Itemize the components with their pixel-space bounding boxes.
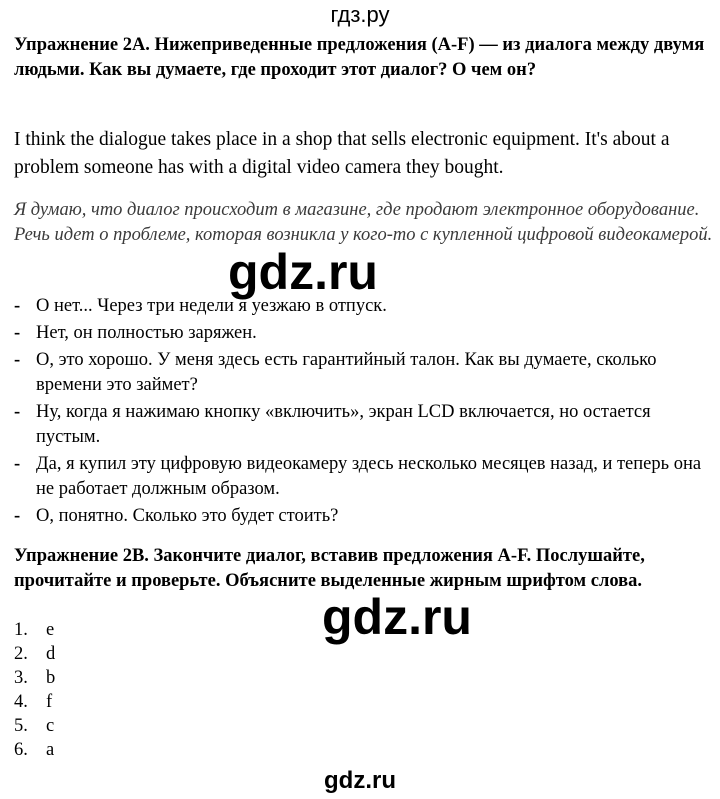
- answer-letter: d: [46, 644, 56, 664]
- answer-item: [14, 738, 55, 762]
- answer-english: I think the dialogue takes place in a shop that sells electronic equipment. It's about a problem someone has with a digital video camera they bought.: [14, 129, 670, 178]
- site-title: гдз.ру: [330, 2, 390, 27]
- bullet-dash: -: [14, 350, 21, 370]
- answer-letter: e: [46, 620, 55, 640]
- dialogue-line-text: Да, я купил эту цифровую видеокамеру здесь несколько месяцев назад, и теперь она не работает должным образом.: [36, 454, 702, 499]
- footer-watermark-gdz: gdz.ru: [324, 767, 396, 794]
- answer-letter: f: [46, 692, 53, 712]
- dialogue-line-text: О, понятно. Сколько это будет стоить?: [36, 506, 339, 526]
- exercise-2a-heading: Упражнение 2А. Нижеприведенные предложения (A-F) — из диалога между двумя людьми. Как вы думаете, где проходит этот диалог? О чем он?: [14, 35, 705, 80]
- answer-item: [14, 714, 55, 738]
- dialogue-line-text: Ну, когда я нажимаю кнопку «включить», экран LCD включается, но остается пустым.: [36, 402, 651, 447]
- answer-key-list: [14, 618, 55, 762]
- bullet-dash: -: [14, 323, 21, 343]
- answer-russian-translation: Я думаю, что диалог происходит в магазине, где продают электронное оборудование. Речь идет о проблеме, которая возникла у кого-то с купленной цифровой видеокамерой.: [14, 200, 713, 245]
- bullet-dash: -: [14, 506, 21, 526]
- answer-letter: c: [46, 716, 55, 736]
- watermark-gdz: gdz.ru: [322, 589, 472, 645]
- dialogue-line: [14, 294, 714, 319]
- answer-item: [14, 690, 55, 714]
- dialogue-line-text: О нет... Через три недели я уезжаю в отпуск.: [36, 296, 387, 316]
- bullet-dash: -: [14, 296, 21, 316]
- exercise-2b-heading: Упражнение 2В. Закончите диалог, вставив предложения A-F. Послушайте, прочитайте и проверьте. Объясните выделенные жирным шрифтом слова.: [14, 546, 645, 591]
- answer-number: 6.: [14, 740, 28, 760]
- answer-item: [14, 666, 55, 690]
- dialogue-line-text: О, это хорошо. У меня здесь есть гарантийный талон. Как вы думаете, сколько времени это займет?: [36, 350, 657, 395]
- answer-number: 1.: [14, 620, 28, 640]
- bullet-dash: -: [14, 454, 21, 474]
- answer-number: 3.: [14, 668, 28, 688]
- answer-number: 4.: [14, 692, 28, 712]
- bullet-dash: -: [14, 402, 21, 422]
- answer-letter: b: [46, 668, 56, 688]
- dialogue-line: [14, 400, 714, 450]
- dialogue-list: [14, 294, 714, 531]
- answer-number: 2.: [14, 644, 28, 664]
- dialogue-line: [14, 452, 714, 502]
- answer-number: 5.: [14, 716, 28, 736]
- dialogue-line-text: Нет, он полностью заряжен.: [36, 323, 257, 343]
- dialogue-line: [14, 321, 714, 346]
- dialogue-line: [14, 504, 714, 529]
- watermark-gdz: gdz.ru: [228, 244, 378, 300]
- answer-item: [14, 642, 55, 666]
- answer-letter: a: [46, 740, 55, 760]
- answer-item: [14, 618, 55, 642]
- dialogue-line: [14, 348, 714, 398]
